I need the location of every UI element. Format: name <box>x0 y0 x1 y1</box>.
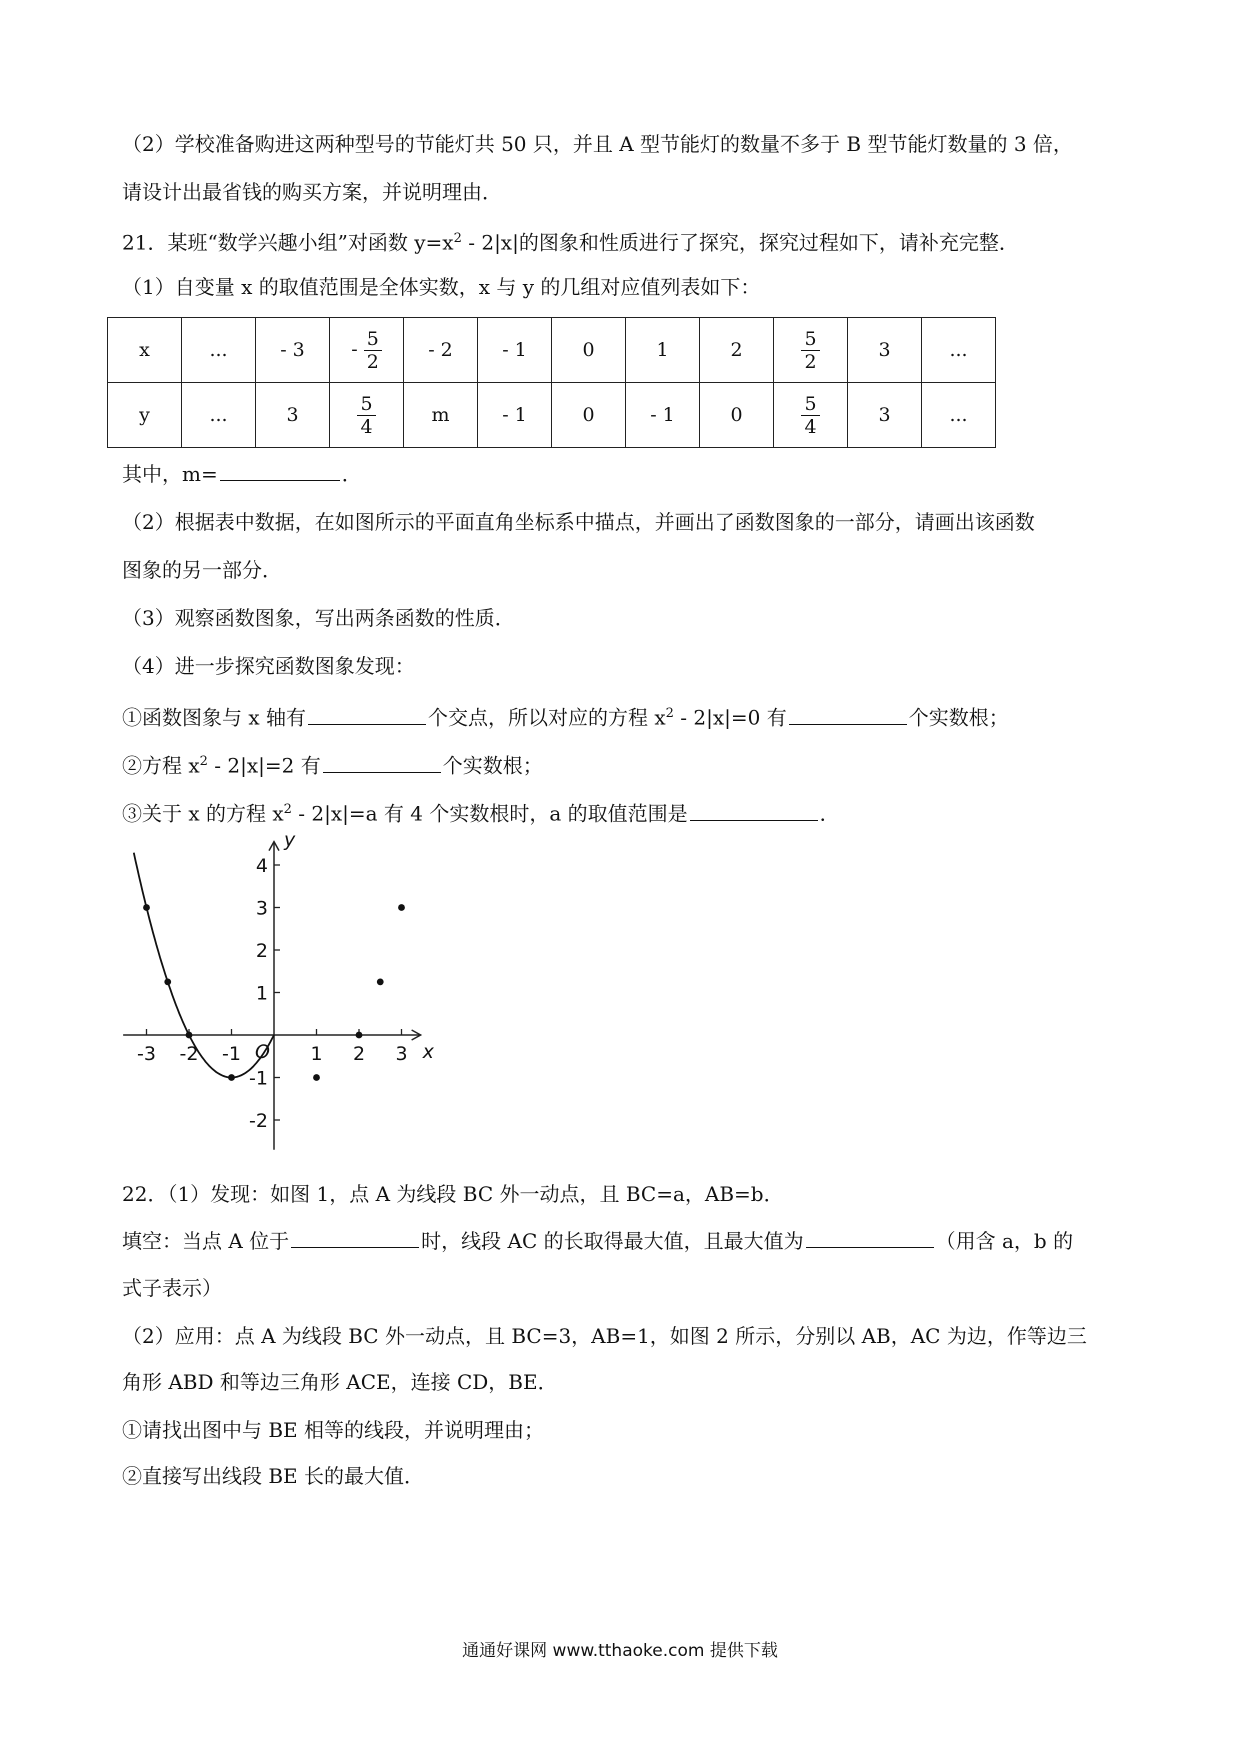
table-cell <box>774 383 848 448</box>
table-cell: ... <box>182 318 256 383</box>
q20-part2-line2: 请设计出最省钱的购买方案，并说明理由． <box>122 180 502 204</box>
q22-line5: 角形 ABD 和等边三角形 ACE，连接 CD，BE． <box>122 1370 558 1394</box>
y-tick-label: 2 <box>255 940 268 962</box>
q21-title: 21．某班“数学兴趣小组”对函数 $y=x^2 - 2|x|$的图象和性质进行了探究，探究过程如下，请补充完整． <box>122 230 1019 255</box>
q21-part1: （1）自变量 x 的取值范围是全体实数，x 与 y 的几组对应值列表如下： <box>122 275 761 299</box>
table-cell: 1 <box>626 318 700 383</box>
table-cell: x <box>108 318 182 383</box>
q22-line7: ②直接写出线段 BE 长的最大值． <box>122 1464 425 1488</box>
q20-part2-line1: （2）学校准备购进这两种型号的节能灯共 50 只，并且 A 型节能灯的数量不多于 B 型节能灯数量的 3 倍， <box>122 132 1073 156</box>
y-tick-label: 4 <box>255 855 268 877</box>
table-cell: - 1 <box>626 383 700 448</box>
table-cell: 3 <box>848 318 922 383</box>
fraction: $\frac{5}{4}$ <box>801 393 819 438</box>
plotted-point <box>377 978 384 985</box>
table-cell: - 2 <box>404 318 478 383</box>
y-tick-label: -2 <box>249 1110 268 1132</box>
q22-line4: （2）应用：点 A 为线段 BC 外一动点，且 BC=3，AB=1，如图 2 所示，分别以 AB，AC 为边，作等边三 <box>122 1324 1087 1348</box>
q22-line6: ①请找出图中与 BE 相等的线段，并说明理由； <box>122 1418 545 1442</box>
table-cell: 0 <box>700 383 774 448</box>
table-cell: m <box>404 383 478 448</box>
x-axis-label: x <box>422 1041 434 1063</box>
table-cell: ... <box>182 383 256 448</box>
table-row-y <box>108 383 996 448</box>
x-tick-label: 2 <box>352 1043 366 1065</box>
plotted-point <box>143 904 150 911</box>
q21-sub2: ②方程 $x^2 - 2|x|=2$ 有 个实数根； <box>122 753 543 778</box>
q22-line3: 式子表示） <box>122 1276 222 1300</box>
answer-blank[interactable] <box>220 460 340 481</box>
fraction: $\frac{5}{2}$ <box>801 328 819 373</box>
fraction: $\frac{5}{2}$ <box>364 328 382 373</box>
table-cell: - 1 <box>478 318 552 383</box>
plotted-point <box>356 1032 363 1039</box>
plotted-point <box>398 904 405 911</box>
answer-blank[interactable] <box>789 704 907 725</box>
table-cell: 0 <box>552 383 626 448</box>
value-table <box>107 317 996 448</box>
plotted-point <box>164 978 171 985</box>
table-cell <box>330 383 404 448</box>
answer-blank[interactable] <box>291 1227 419 1248</box>
q21-part4: （4）进一步探究函数图象发现： <box>122 654 415 678</box>
table-cell <box>774 318 848 383</box>
q21-sub1: ①函数图象与 x 轴有 个交点，所以对应的方程 $x^2 - 2|x|=0$ 有 个实数根； <box>122 705 1009 730</box>
q22-line1: 22．（1）发现：如图 1，点 A 为线段 BC 外一动点，且 BC=a，AB=b． <box>122 1182 784 1206</box>
table-cell: ... <box>922 318 996 383</box>
x-tick-label: -1 <box>222 1043 241 1065</box>
answer-blank[interactable] <box>323 752 441 773</box>
plotted-point <box>186 1032 193 1039</box>
y-tick-label: 1 <box>255 982 268 1005</box>
x-tick-label: -2 <box>179 1043 199 1065</box>
q21-sub3: ③关于 x 的方程 $x^2 - 2|x|=a$ 有 4 个实数根时，a 的取值范围是 ． <box>122 801 840 826</box>
answer-blank[interactable] <box>806 1227 934 1248</box>
q21-part2-line2: 图象的另一部分． <box>122 558 282 582</box>
table-cell: 3 <box>256 383 330 448</box>
answer-blank[interactable] <box>690 800 818 821</box>
coordinate-graph <box>112 828 442 1160</box>
x-tick-label: 1 <box>310 1043 323 1065</box>
table-cell: 0 <box>552 318 626 383</box>
table-cell: 3 <box>848 383 922 448</box>
table-cell: 2 <box>700 318 774 383</box>
x-tick-label: -3 <box>137 1043 156 1065</box>
answer-blank[interactable] <box>308 704 426 725</box>
origin-label: O <box>255 1041 270 1063</box>
x-tick-label: 3 <box>395 1043 408 1065</box>
table-row-x <box>108 318 996 383</box>
table-cell: y <box>108 383 182 448</box>
plotted-point <box>228 1074 235 1081</box>
plotted-point <box>313 1074 320 1081</box>
y-axis-label: y <box>284 828 296 851</box>
table-cell: - $\frac{5}{2}$ <box>330 318 404 383</box>
fraction: $\frac{5}{4}$ <box>357 393 375 438</box>
q22-line2: 填空：当点 A 位于 时，线段 AC 的长取得最大值，且最大值为 （用含 a，b 的 <box>122 1229 1074 1253</box>
table-cell: - 3 <box>256 318 330 383</box>
y-tick-label: -1 <box>249 1067 268 1090</box>
table-cell: - 1 <box>478 383 552 448</box>
m-blank-line: 其中，m= ． <box>122 462 362 486</box>
q21-part3: （3）观察函数图象，写出两条函数的性质． <box>122 606 515 630</box>
y-tick-label: 3 <box>255 897 268 920</box>
table-cell: ... <box>922 383 996 448</box>
page-footer: 通通好课网 www.tthaoke.com 提供下载 <box>462 1641 778 1661</box>
q21-part2-line1: （2）根据表中数据，在如图所示的平面直角坐标系中描点，并画出了函数图象的一部分，请画出该函数 <box>122 510 1035 534</box>
